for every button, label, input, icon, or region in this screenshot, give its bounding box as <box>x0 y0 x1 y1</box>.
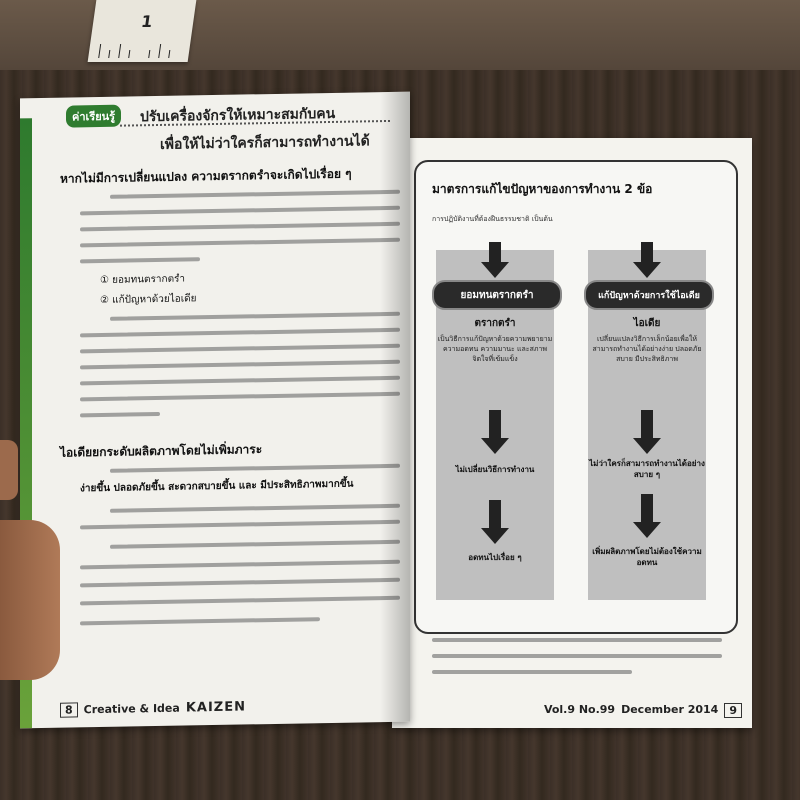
ruler-number: 1 <box>140 12 154 31</box>
left-page-number: 8 <box>60 702 78 717</box>
right-step2: เพิ่มผลิตภาพโดยไม่ต้องใช้ความอดทน <box>592 547 702 567</box>
diagram-title: มาตรการแก้ไขปัญหาของการทำงาน 2 ข้อ <box>432 182 653 196</box>
section-tag: ค่าเรียนรู้ <box>66 105 121 128</box>
left-step2: อดทนไปเรื่อย ๆ <box>468 553 522 562</box>
diagram-subtitle: การปฏิบัติงานที่ต้องฝืนธรรมชาติ เป็นต้น <box>432 215 553 223</box>
hand <box>0 520 60 680</box>
left-page <box>20 92 410 729</box>
section2-heading: ไอเดียยกระดับผลิตภาพโดยไม่เพิ่มภาระ <box>60 442 263 460</box>
list-item-2: ② แก้ปัญหาด้วยไอเดีย <box>100 293 197 307</box>
right-col-desc: เปลี่ยนแปลงวิธีการเล็กน้อยเพื่อให้สามารถทำงานได้อย่างง่าย ปลอดภัย สบาย มีประสิทธิภาพ <box>592 335 702 363</box>
footer-label: Creative & Idea <box>83 701 180 717</box>
right-page <box>392 138 752 728</box>
left-footer <box>60 699 246 717</box>
list-item-1: ① ยอมทนตรากตรำ <box>100 273 186 287</box>
issue-date: December 2014 <box>621 703 719 716</box>
page-title-line2: เพื่อให้ไม่ว่าใครก็สามารถทำงานได้ <box>160 133 370 153</box>
right-footer <box>544 703 742 718</box>
thumb <box>0 440 18 500</box>
ruler <box>88 0 197 62</box>
brand-logo: KAIZEN <box>185 699 246 716</box>
pill-left: ยอมทนตรากตรำ <box>432 280 562 310</box>
page-title-line1: ปรับเครื่องจักรให้เหมาะสมกับคน <box>140 105 336 126</box>
right-col-title: ไอเดีย <box>633 318 661 329</box>
volume-label: Vol.9 No.99 <box>543 703 616 716</box>
right-step1: ไม่ว่าใครก็สามารถทำงานได้อย่างสบาย ๆ <box>589 459 705 479</box>
section1-heading: หากไม่มีการเปลี่ยนแปลง ความตรากตรำจะเกิดไปเรื่อย ๆ <box>60 166 352 186</box>
key-phrase: ง่ายขึ้น ปลอดภัยขึ้น สะดวกสบายขึ้น และ มีประสิทธิภาพมากขึ้น <box>80 478 354 495</box>
left-step1: ไม่เปลี่ยนวิธีการทำงาน <box>455 465 535 474</box>
left-col-desc: เป็นวิธีการแก้ปัญหาด้วยความพยายาม ความอดทน ความมานะ และสภาพจิตใจที่เข้มแข็ง <box>437 335 553 363</box>
left-col-title: ตรากตรำ <box>474 318 516 329</box>
pill-right: แก้ปัญหาด้วยการใช้ไอเดีย <box>584 280 714 310</box>
right-page-number: 9 <box>724 703 742 718</box>
